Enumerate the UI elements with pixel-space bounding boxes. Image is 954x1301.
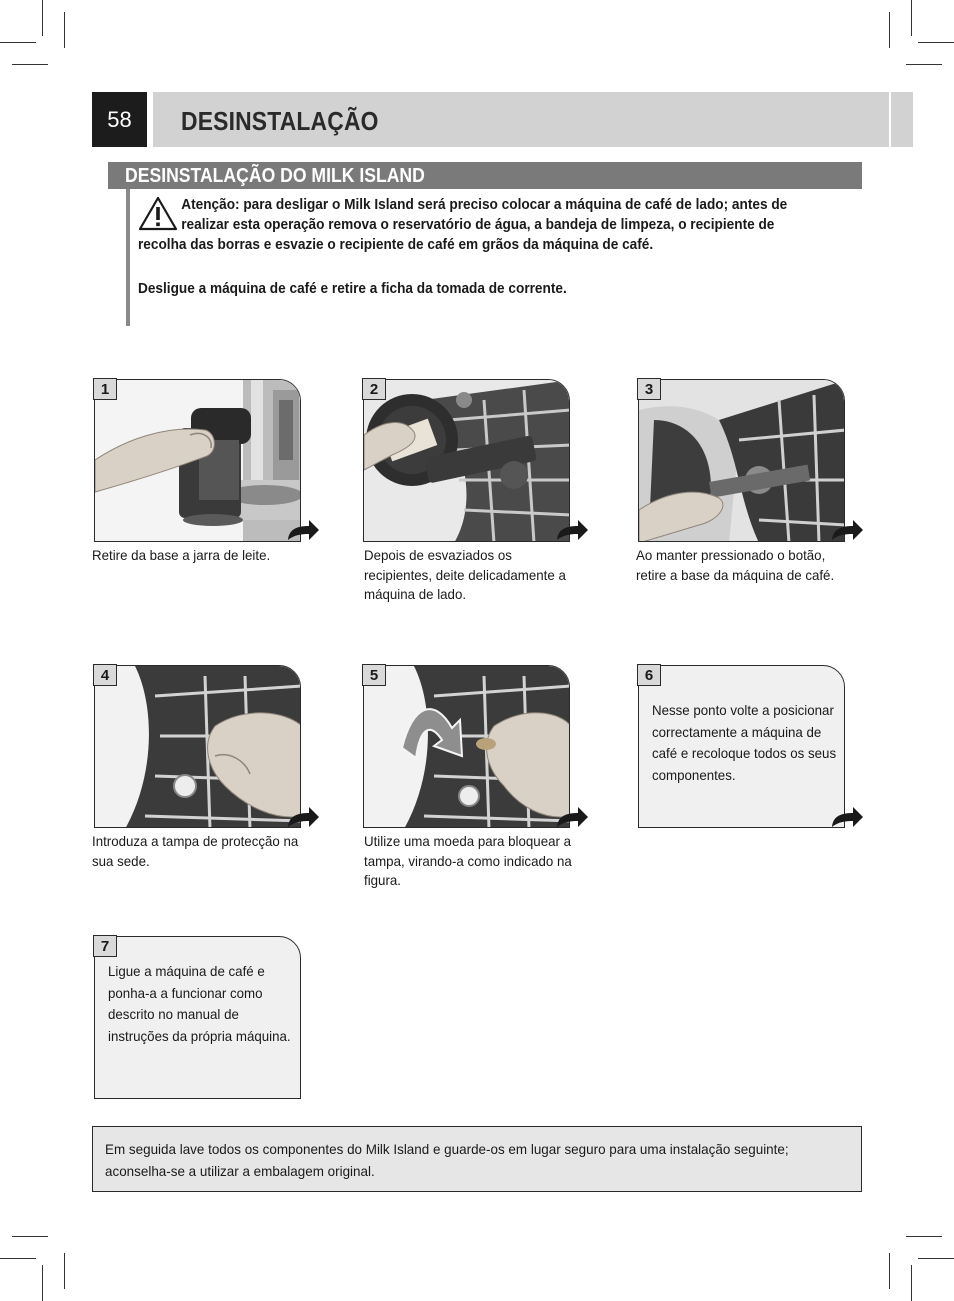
step-4-number: 4 [93,664,117,686]
crop-mark [12,64,48,65]
crop-mark [889,12,890,48]
step-6-text: Nesse ponto volte a posicionar correctamente a máquina de café e recoloque todos os seus componentes. [652,702,837,783]
milk-jug-removal-photo [95,380,301,542]
next-step-arrow-icon [285,805,321,829]
warning-message: Atenção: para desligar o Milk Island será preciso colocar a máquina de café de lado; antes de realizar esta operação remova o reservatório de água, a bandeja de limpeza, o recipiente de recolha das borras e esvazie o recipiente de café em grãos da máquina de café. [138,197,788,253]
section-bar [108,162,862,189]
crop-mark [12,1236,48,1237]
step-5-number: 5 [362,664,386,686]
crop-mark [42,0,43,36]
crop-mark [889,1253,890,1289]
step-7-text: Ligue a máquina de café e ponha-a a funcionar como descrito no manual de instruções da própria máquina. [108,963,291,1044]
crop-mark [906,64,942,65]
step-3-caption: Ao manter pressionado o botão, retire a base da máquina de café. [636,547,835,583]
step-6-number: 6 [637,664,661,686]
step-1-caption: Retire da base a jarra de leite. [92,547,271,563]
warning-indent [138,195,181,235]
insert-cover-photo [95,666,301,828]
next-step-arrow-icon [554,518,590,542]
page-title: DESINSTALAÇÃO [181,106,379,136]
crop-mark [906,1236,942,1237]
step-2-image [363,379,570,542]
crop-mark [911,0,912,36]
step-7-number: 7 [93,935,117,957]
step-1-number: 1 [93,378,117,400]
crop-mark [0,42,36,43]
title-bar [153,92,913,147]
next-step-arrow-icon [829,805,865,829]
crop-mark [918,42,954,43]
step-2-number: 2 [362,378,386,400]
coin-lock-photo [364,666,570,828]
page-number: 58 [92,92,147,147]
warning-rule [126,189,130,326]
section-title: DESINSTALAÇÃO DO MILK ISLAND [125,165,425,187]
crop-mark [911,1265,912,1301]
step-3-number: 3 [637,378,661,400]
footer-note-box [92,1126,862,1192]
step-4-caption: Introduza a tampa de protecção na sua sede. [92,833,299,869]
crop-mark [42,1265,43,1301]
footer-note-text: Em seguida lave todos os componentes do Milk Island e guarde-os em lugar seguro para uma instalação seguinte; aconselha-se a utilizar a embalagem original. [105,1141,789,1179]
warning-text [138,195,805,255]
step-7-note [94,936,301,1099]
step-3-image [638,379,845,542]
crop-mark [0,1258,36,1259]
next-step-arrow-icon [285,518,321,542]
step-6-note [638,665,845,828]
machine-on-side-photo [364,380,570,542]
step-4-image [94,665,301,828]
remove-base-photo [639,380,845,542]
next-step-arrow-icon [829,518,865,542]
crop-mark [918,1258,954,1259]
step-5-image [363,665,570,828]
title-bar-divider [889,92,891,147]
unplug-instruction: Desligue a máquina de café e retire a ficha da tomada de corrente. [138,281,567,297]
step-2-caption: Depois de esvaziados os recipientes, deite delicadamente a máquina de lado. [364,547,566,602]
crop-mark [64,1253,65,1289]
crop-mark [64,12,65,48]
next-step-arrow-icon [554,805,590,829]
step-1-image [94,379,301,542]
step-5-caption: Utilize uma moeda para bloquear a tampa, virando-a como indicado na figura. [364,833,572,888]
